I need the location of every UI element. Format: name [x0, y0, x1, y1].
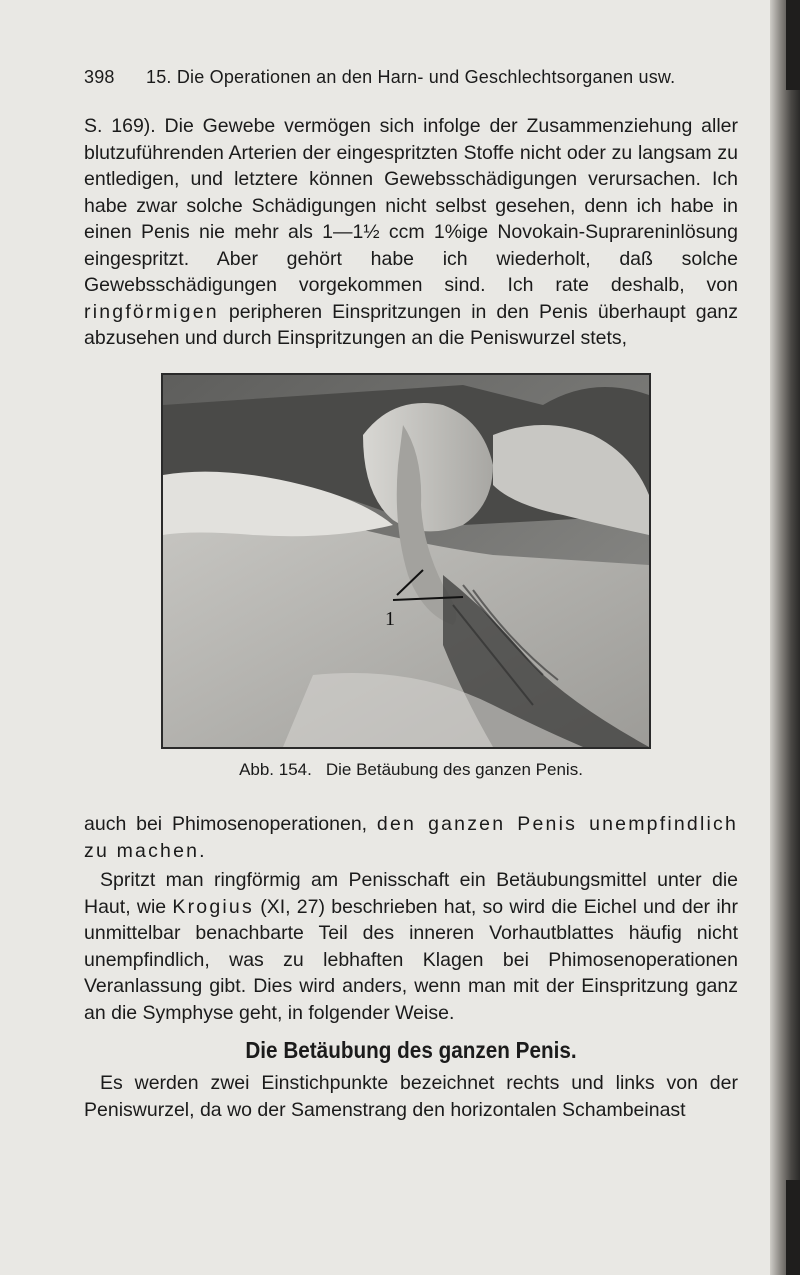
page-edge-dark-bottom	[786, 1180, 800, 1275]
paragraph-4: Es werden zwei Einstichpunkte bezeichnet rechts und links von der Peniswurzel, da wo der Samenstrang den horizontalen Schambeinast	[84, 1072, 738, 1121]
running-header	[84, 67, 724, 91]
figure-photo	[161, 373, 651, 749]
figure-caption-text: Die Betäubung des ganzen Penis.	[325, 760, 583, 779]
paragraph-3-spaced: Krogius	[172, 895, 254, 918]
paragraph-1-end: peripheren Einspritzungen in den Penis überhaupt ganz abzusehen und durch Einspritzungen an die Peniswurzel stets,	[84, 300, 739, 349]
page-number: 398	[84, 67, 115, 87]
figure-label: 1	[385, 608, 395, 630]
paragraph-3	[84, 867, 738, 1026]
paragraph-1	[84, 113, 738, 352]
paragraph-3-end: (XI, 27) beschrieben hat, so wird die Eichel und der ihr unmittelbar benachbarte Teil des inneren Vorhautblattes häufig nicht unempfindlich, was zu lebhaften Klagen bei Phimosenoperationen Veranlassung gibt. Dies wird anders, wenn man mit der Einspritzung ganz an die Symphyse geht, in folgender Weise.	[84, 895, 738, 1024]
section-heading: Die Betäubung des ganzen Penis.	[245, 1037, 577, 1063]
figure-illustration	[163, 375, 649, 747]
figure-caption	[84, 760, 738, 780]
paragraph-3-text: Spritzt man ringförmig am Penisschaft ein Betäubungsmittel unter die Haut, wie	[84, 869, 738, 918]
paragraph-2	[84, 811, 738, 864]
paragraph-2-spaced: den ganzen Penis unempfindlich zu machen.	[84, 813, 738, 862]
page-edge-shadow	[770, 0, 800, 1275]
running-head-title: 15. Die Operationen an den Harn- und Geschlechtsorganen usw.	[146, 67, 676, 87]
paragraph-1-spaced: ringförmigen	[84, 300, 219, 323]
page-edge-dark-top	[786, 0, 800, 90]
paragraph-2-text: auch bei Phimosenoperationen,	[84, 813, 368, 835]
figure-caption-number: Abb. 154.	[239, 760, 312, 779]
paragraph-1-text: S. 169). Die Gewebe vermögen sich infolge der Zusammenziehung aller blutzuführenden Arterien der eingespritzten Stoffe nicht oder zu langsam zu entledigen, und letztere können Gewebsschädigungen verursachen. Ich habe zwar solche Schädigungen nicht selbst gesehen, denn ich habe in einen Penis nie mehr als 1—1½ ccm 1%ige Novokain-Suprareninlösung eingespritzt. Aber gehört habe ich wiederholt, daß solche Gewebsschädigungen vorgekommen sind. Ich rate deshalb, von	[84, 115, 738, 296]
